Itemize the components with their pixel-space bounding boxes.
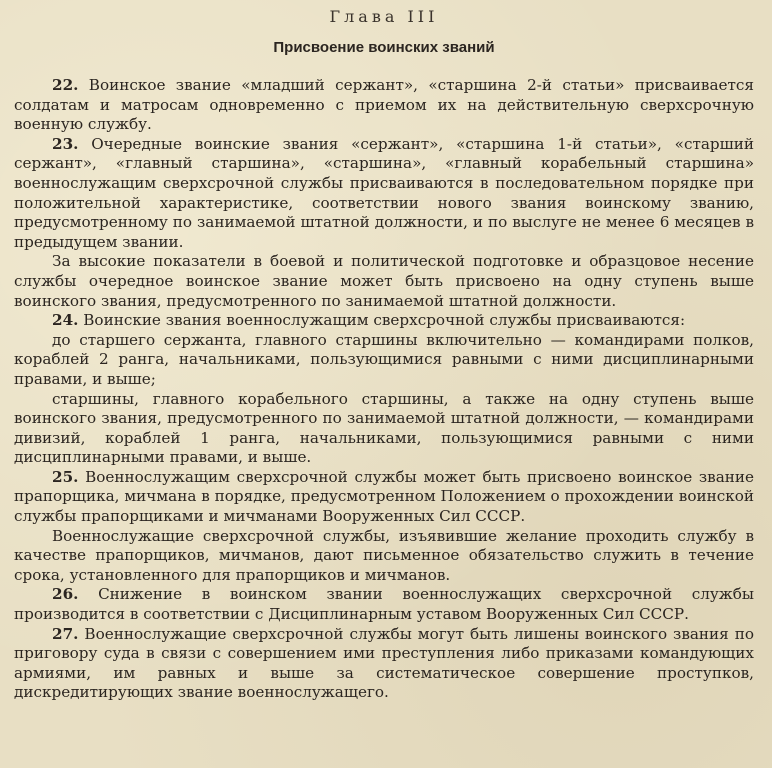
paragraph-text: Воинские звания военнослужащим сверхсрочной службы присваиваются:: [83, 311, 686, 330]
paragraph-23: [14, 135, 754, 253]
paragraph-22: [14, 76, 754, 135]
paragraph-25: [14, 468, 754, 527]
paragraph-number: 24.: [52, 311, 79, 330]
paragraph-text: Очередные воинские звания «сержант», «старшина 1-й статьи», «старший сержант», «главный старшина», «старшина», «главный корабельный старшина» военнослужащим сверхсрочной службы присваиваются в последовательном порядке при положительной характеристике, соответствии нового звания воинскому званию, предусмотренному по занимаемой штатной должности, и по выслуге не менее 6 месяцев в предыдущем звании.: [14, 134, 754, 251]
paragraph-text: Военнослужащие сверхсрочной службы могут быть лишены воинского звания по приговору суда в связи с совершением ими преступления либо приказами командующих армиями, им равных и выше за систематическое совершение проступков, дискредитирующих звание военнослужащего.: [14, 624, 754, 702]
paragraph-23-continued: [14, 252, 754, 311]
paragraph-text: Военнослужащим сверхсрочной службы может быть присвоено воинское звание прапорщика, мичмана в порядке, предусмотренном Положением о прохождении воинской службы прапорщиками и мичманами Вооруженных Сил СССР.: [14, 467, 755, 526]
paragraph-number: 27.: [52, 624, 79, 643]
chapter-heading: Глава III: [329, 7, 439, 26]
paragraph-number: 26.: [52, 585, 79, 604]
paragraph-24-item-2: [14, 390, 754, 468]
paragraph-26: [14, 585, 754, 624]
paragraph-27: [14, 625, 754, 703]
paragraph-text: Военнослужащие сверхсрочной службы, изъявившие желание проходить службу в качестве прапорщиков, мичманов, дают письменное обязательство служить в течение срока, установленного для прапорщиков и мичманов.: [14, 526, 754, 584]
paragraph-24: [14, 311, 754, 331]
paragraph-text: За высокие показатели в боевой и политической подготовке и образцовое несение службы очередное воинское звание может быть присвоено на одну ступень выше воинского звания, предусмотренного по занимаемой штатной должности.: [14, 252, 754, 310]
paragraph-text: Воинское звание «младший сержант», «старшина 2-й статьи» присваивается солдатам и матросам одновременно с приемом их на действительную сверхсрочную военную службу.: [14, 76, 754, 134]
paragraph-text: старшины, главного корабельного старшины, а также на одну ступень выше воинского звания, предусмотренного по занимаемой штатной должности, — командирами дивизий, кораблей 1 ранга, начальниками, пользующимися равными с ними дисциплинарными правами, и выше.: [14, 389, 754, 467]
document-body: [14, 76, 754, 703]
paragraph-text: до старшего сержанта, главного старшины включительно — командирами полков, кораблей 2 ранга, начальниками, пользующимися равными с ними дисциплинарными правами, и выше;: [14, 330, 754, 388]
paragraph-number: 25.: [52, 467, 79, 486]
paragraph-number: 23.: [52, 134, 79, 153]
section-title: Присвоение воинских званий: [273, 39, 495, 56]
paragraph-24-item-1: [14, 331, 754, 390]
paragraph-25-continued: [14, 527, 754, 586]
paragraph-number: 22.: [52, 76, 79, 94]
paragraph-text: Снижение в воинском звании военнослужащих сверхсрочной службы производится в соответствии с Дисциплинарным уставом Вооруженных Сил СССР.: [14, 585, 754, 624]
